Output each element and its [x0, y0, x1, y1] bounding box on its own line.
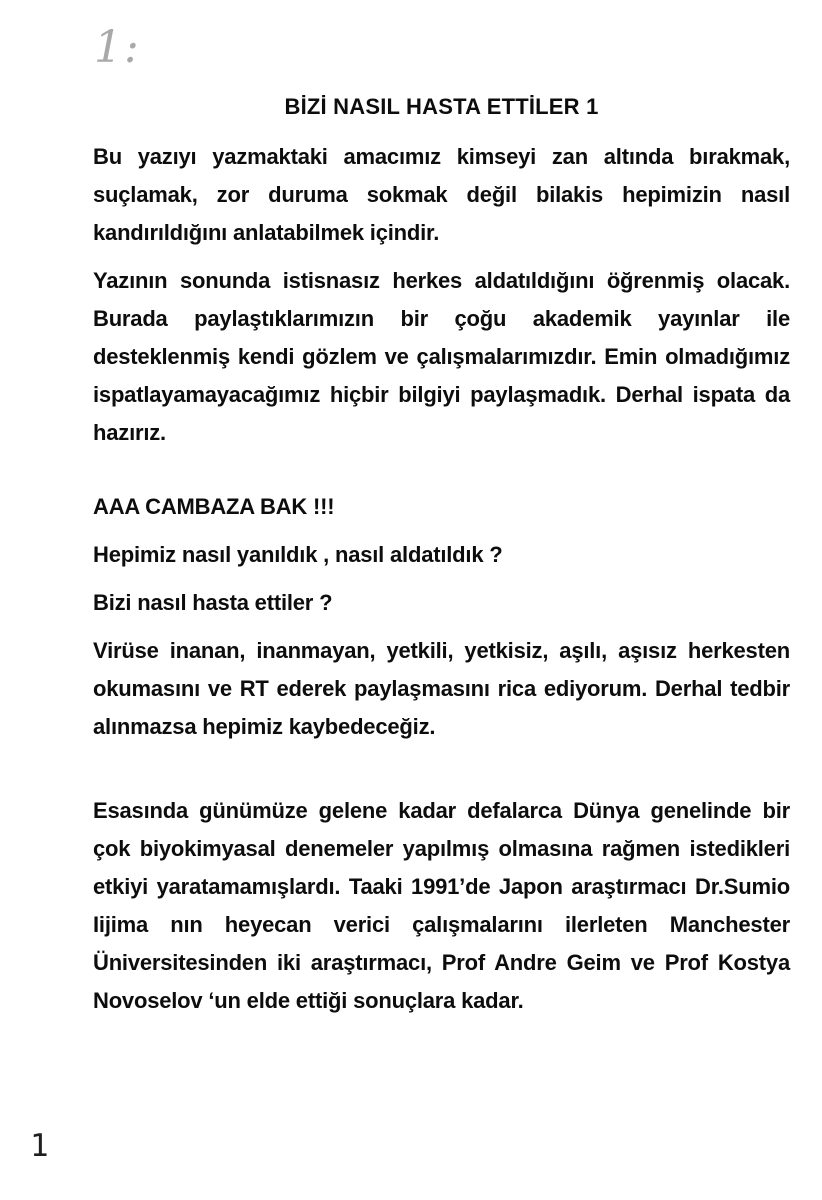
paragraph-history: Esasında günümüze gelene kadar defalarca Dünya genelinde bir çok biyokimyasal denemeler yapılmış olmasına rağmen istedikleri etkiyi yaratamamışlardı. Taaki 1991’de Japon araştırmacı Dr.Sumio Iijima nın heyecan verici çalışmalarını ilerleten Manchester Üniversitesinden iki araştırmacı, Prof Andre Geim ve Prof Kostya Novoselov ‘un elde ettiği sonuçlara kadar.	[93, 798, 790, 1013]
page-title: BİZİ NASIL HASTA ETTİLER 1	[284, 94, 599, 119]
paragraph-question-1: Hepimiz nasıl yanıldık , nasıl aldatıldık ?	[93, 542, 503, 567]
handwritten-annotation: 1:	[94, 22, 141, 73]
page-number: 1	[30, 1128, 49, 1164]
paragraph-question-2: Bizi nasıl hasta ettiler ?	[93, 590, 333, 615]
paragraph-heading-cambaza: AAA CAMBAZA BAK !!!	[93, 494, 335, 519]
paragraph-disclaimer: Yazının sonunda istisnasız herkes aldatıldığını öğrenmiş olacak. Burada paylaştıklarımızın bir çoğu akademik yayınlar ile desteklenmiş kendi gözlem ve çalışmalarımızdır. Emin olmadığımız ispatlayamayacağımız hiçbir bilgiyi paylaşmadık. Derhal ispata da hazırız.	[93, 268, 790, 445]
paragraph-intro: Bu yazıyı yazmaktaki amacımız kimseyi zan altında bırakmak, suçlamak, zor duruma sokmak değil bilakis hepimizin nasıl kandırıldığını anlatabilmek içindir.	[93, 144, 790, 245]
paragraph-call-to-action: Virüse inanan, inanmayan, yetkili, yetkisiz, aşılı, aşısız herkesten okumasını ve RT ederek paylaşmasını rica ediyorum. Derhal tedbir alınmazsa hepimiz kaybedeceğiz.	[93, 638, 790, 739]
